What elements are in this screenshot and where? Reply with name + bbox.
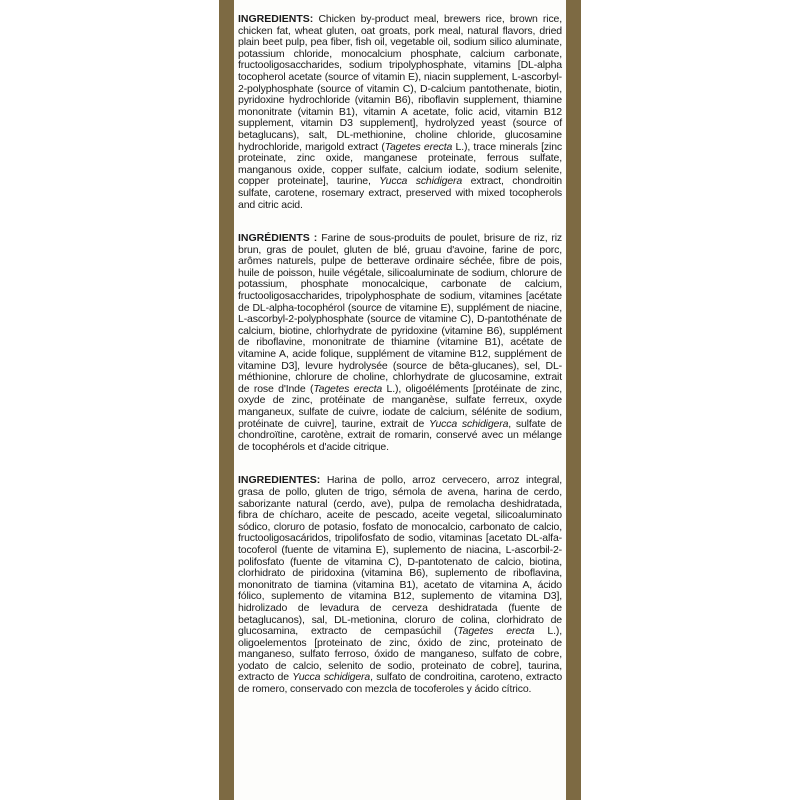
section-heading: INGREDIENTS: bbox=[238, 13, 314, 25]
ingredient-text: L.), oligoelementos [proteinato de zinc, óxido de zinc, proteinato de manganeso, sulfato ferroso, óxido de manganeso, sulfato de cobre, yodato de calcio, selenito de sodio, proteinato de cobre], taurina, extracto de bbox=[238, 625, 562, 684]
ingredient-text: L.), oligoéléments [protéinate de zinc, oxyde de zinc, protéinate de manganèse, sulfate ferreux, oxyde manganeux, sulfate de cuivre, iodate de calcium, sélénite de sodium, protéinate de cuivre], taurine, extrait de bbox=[238, 382, 563, 430]
ingredient-text: Harina de pollo, arroz cervecero, arroz integral, grasa de pollo, gluten de trigo, sémola de avena, harina de cerdo, saborizante natural (cerdo, ave), pulpa de remolacha deshidratada, fibra de chícharo, aceite de pescado, aceite vegetal, silicoaluminato sódico, cloruro de potasio, fosfato de monocalcio, carbonato de calcio, fructooligosacáridos, tripolifosfato de sodio, vitaminas [acetato DL-alfa-tocoferol (fuente de vitamina E), suplemento de niacina, L-ascorbil-2-polifosfato (fuente de vitamina C), D-pantotenato de calcio, biotina, clorhidrato de piridoxina (vitamina B6), suplemento de riboflavina, mononitrato de tiamina (vitamina B1), acetato de vitamina A, ácido fólico, suplemento de vitamina B12, suplemento de vitamina D3], hidrolizado de levadura de cerveza deshidratada (fuente de betaglucanos), sal, DL-metionina, cloruro de colina, clorhidrato de glucosamina, extracto de cempasúchil ( bbox=[238, 474, 562, 638]
ingredient-text: Chicken by-product meal, brewers rice, brown rice, chicken fat, wheat gluten, oat groats, pork meal, natural flavors, dried plain beet pulp, pea fiber, fish oil, vegetable oil, sodium silico aluminate, potassium chloride, monocalcium phosphate, calcium carbonate, fructooligosaccharides, sodium tripolyphosphate, vitamins [DL-alpha tocopherol acetate (source of vitamin E), niacin supplement, L-ascorbyl-2-polyphosphate (source of vitamin C), D-calcium pantothenate, biotin, pyridoxine hydrochloride (vitamin B6), riboflavin supplement, thiamine mononitrate (vitamin B1), vitamin A acetate, folic acid, vitamin B12 supplement, vitamin D3 supplement], hydrolyzed yeast (source of betaglucans), salt, DL-methionine, choline chloride, glucosamine hydrochloride, marigold extract ( bbox=[238, 13, 562, 153]
ingredient-text-italic: Tagetes erecta bbox=[457, 625, 535, 638]
section-heading: INGREDIENTES: bbox=[238, 474, 321, 487]
ingredient-text: extract, chondroitin sulfate, carotene, rosemary extract, preserved with mixed tocopherols and citric acid. bbox=[238, 175, 562, 211]
ingredient-text-italic: Tagetes erecta bbox=[384, 140, 453, 153]
ingredients-english bbox=[238, 14, 562, 211]
ingredient-text-italic: Yucca schidigera bbox=[379, 175, 463, 188]
ingredient-label-panel bbox=[219, 0, 581, 800]
ingredient-text: Farine de sous-produits de poulet, brisure de riz, riz brun, gras de poulet, gluten de blé, gruau d'avoine, farine de porc, arômes naturels, pulpe de betterave ordinaire séchée, fibre de pois, huile de poisson, huile végétale, silicoaluminate de sodium, chlorure de potassium, phosphate monocalcique, carbonate de calcium, fructooligosaccharides, tripolyphosphate de sodium, vitamines [acétate de DL-alpha-tocophérol (source de vitamine E), supplément de niacine, L-ascorbyl-2-polyphosphate (source de vitamine C), D-pantothénate de calcium, biotine, chlorhydrate de pyridoxine (vitamine B6), supplément de riboflavine, mononitrate de thiamine (vitamine B1), acétate de vitamine A, acide folique, supplément de vitamine B12, supplément de vitamine D3], levure hydrolysée (source de bêta-glucanes), sel, DL-méthionine, chlorure de choline, chlorhydrate de glucosamine, extrait de rose d'Inde ( bbox=[238, 232, 562, 395]
section-heading: INGRÉDIENTS : bbox=[238, 232, 318, 245]
ingredient-text: , sulfato de condroitina, caroteno, extracto de romero, conservado con mezcla de tocoferoles y ácido cítrico. bbox=[238, 671, 563, 696]
ingredients-french bbox=[238, 233, 562, 453]
ingredient-text-italic: Yucca schidigera bbox=[429, 417, 509, 430]
ingredient-text-italic: Yucca schidigera bbox=[292, 671, 371, 684]
ingredient-text-italic: Tagetes erecta bbox=[313, 382, 383, 395]
ingredient-text: L.), trace minerals [zinc proteinate, zinc oxide, manganese proteinate, ferrous sulfate, manganous oxide, copper sulfate, calcium iodate, sodium selenite, copper proteinate], taurine, bbox=[238, 140, 562, 188]
ingredient-label-content bbox=[238, 14, 562, 800]
ingredient-text: , sulfate de chondroïtine, carotène, extrait de romarin, conservé avec un mélange de tocophérols et d'acide citrique. bbox=[238, 417, 562, 453]
ingredients-spanish bbox=[238, 475, 562, 695]
